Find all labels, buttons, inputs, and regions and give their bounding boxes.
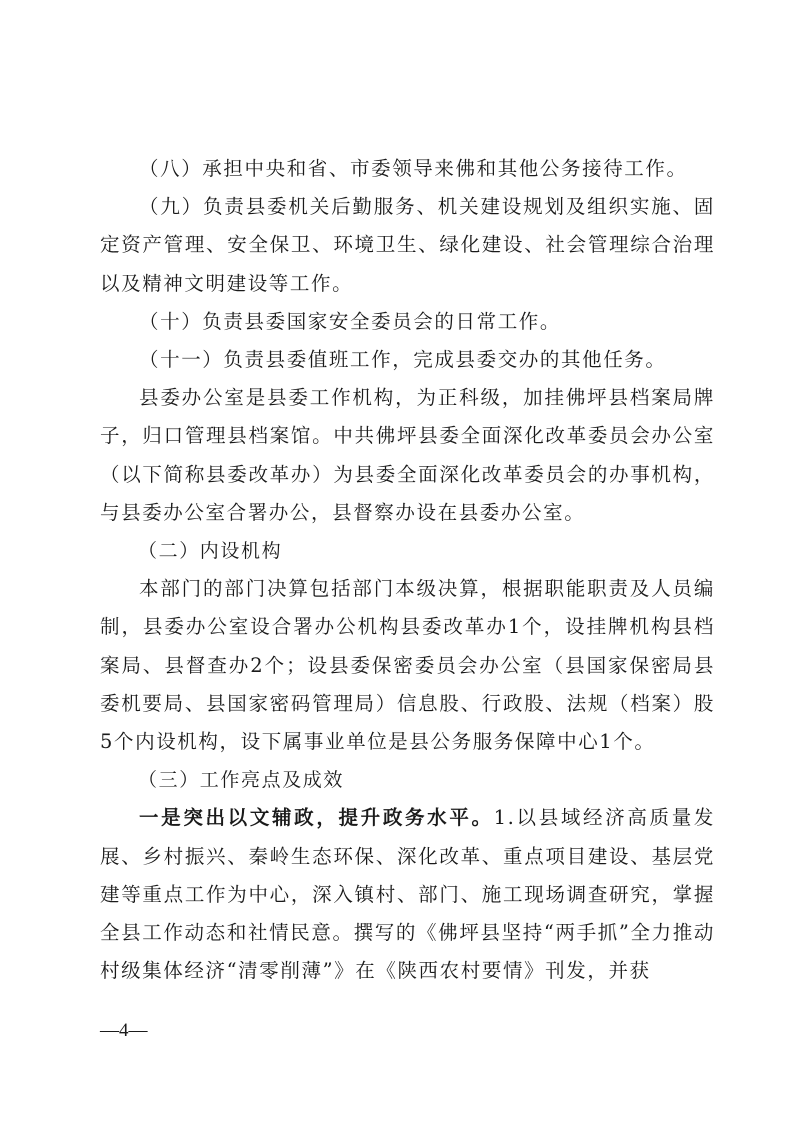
body-text xyxy=(100,150,715,990)
paragraph-internal-structure: 本部门的部门决算包括部门本级决算，根据职能职责及人员编制，县委办公室设合署办公机构县委改革办1个，设挂牌机构县档案局、县督查办2个；设县委保密委员会办公室（县国家保密局县委机要局、县国家密码管理局）信息股、行政股、法规（档案）股5个内设机构，设下属事业单位是县公务服务保障中心1个。 xyxy=(100,577,715,754)
paragraph-highlights xyxy=(100,799,715,990)
highlight-lead-text: 一是突出以文辅政，提升政务水平。 xyxy=(139,806,494,830)
highlight-body-text: 1.以县域经济高质量发展、乡村振兴、秦岭生态环保、深化改革、重点项目建设、基层党建等重点工作为中心，深入镇村、部门、施工现场调查研究，掌握全县工作动态和社情民意。撰写的《佛坪县坚持“两手抓”全力推动村级集体经济“清零削薄”》在《陕西农村要情》刊发，并获 xyxy=(100,806,715,983)
section-heading-highlights: （三）工作亮点及成效 xyxy=(138,769,345,792)
paragraph-item-10: （十）负责县委国家安全委员会的日常工作。 xyxy=(139,309,562,333)
paragraph-item-11: （十一）负责县委值班工作，完成县委交办的其他任务。 xyxy=(139,348,667,372)
section-heading-internal-structure: （二）内设机构 xyxy=(138,540,283,563)
paragraph-item-8: （八）承担中央和省、市委领导来佛和其他公务接待工作。 xyxy=(139,157,688,180)
page-number: —4— xyxy=(100,1020,148,1041)
paragraph-item-9: （九）负责县委机关后勤服务、机关建设规划及组织实施、固定资产管理、安全保卫、环境卫生、绿化建设、社会管理综合治理以及精神文明建设等工作。 xyxy=(100,195,715,295)
paragraph-office-description: 县委办公室是县委工作机构，为正科级，加挂佛坪县档案局牌子，归口管理县档案馆。中共佛坪县委全面深化改革委员会办公室（以下简称县委改革办）为县委全面深化改革委员会的办事机构，与县委办公室合署办公，县督察办设在县委办公室。 xyxy=(100,386,715,524)
